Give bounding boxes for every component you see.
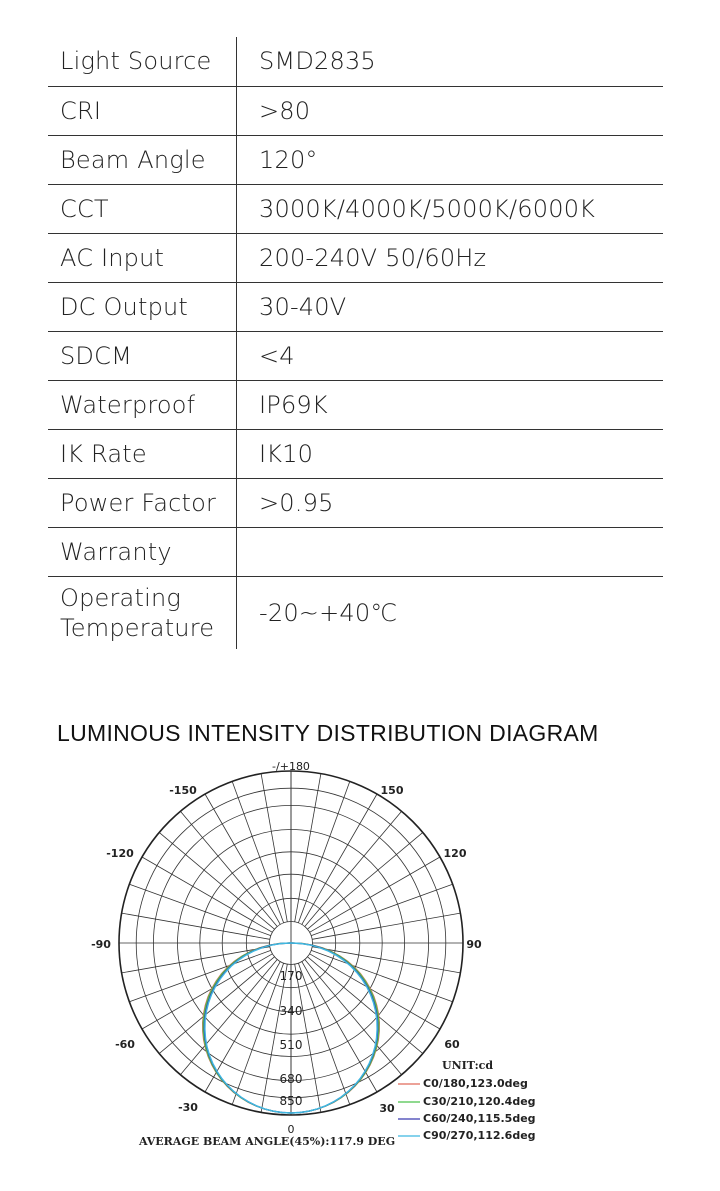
grid-spoke-140 (305, 811, 402, 926)
spec-row-cri (48, 86, 663, 135)
angle-label-m30: -30 (178, 1101, 198, 1114)
grid-spoke-80 (312, 947, 460, 973)
spec-row-cct (48, 184, 663, 233)
grid-spoke-250 (129, 884, 270, 935)
angle-label-m120: -120 (106, 847, 134, 860)
grid-spoke-50 (308, 957, 423, 1054)
spec-label-line1: Operating (60, 583, 181, 612)
grid-spoke-160 (298, 781, 349, 922)
spec-label-line2: Temperature (60, 613, 215, 642)
angle-label-0: 0 (287, 1123, 295, 1136)
angle-label-60: 60 (444, 1038, 460, 1051)
angle-label-90: 90 (466, 938, 482, 951)
spec-row-ik-rate (48, 429, 663, 478)
grid-spoke-210 (205, 794, 280, 924)
angle-label-m150: -150 (169, 784, 197, 797)
spec-row-dc-output (48, 282, 663, 331)
spec-label: Power Factor (48, 478, 237, 527)
spec-value: -20~+40℃ (259, 598, 398, 627)
grid-spoke-150 (302, 794, 377, 924)
grid-spoke-220 (180, 811, 277, 926)
angle-label-180: -/+180 (272, 760, 310, 773)
spec-label: Light Source (48, 37, 237, 86)
spec-value (237, 527, 664, 576)
radial-label-510: 510 (279, 1038, 303, 1052)
grid-spoke-260 (122, 913, 270, 939)
spec-row-light-source (48, 37, 663, 86)
diagram-title: LUMINOUS INTENSITY DISTRIBUTION DIAGRAM (57, 720, 599, 746)
spec-table (48, 37, 663, 649)
radial-label-680: 680 (279, 1072, 303, 1086)
spec-row-beam-angle (48, 135, 663, 184)
grid-spoke-40 (305, 960, 402, 1075)
average-beam-angle: AVERAGE BEAM ANGLE(45%):117.9 DEG (139, 1135, 396, 1148)
grid-spoke-170 (295, 774, 321, 922)
spec-value: 200-240V 50/60Hz (237, 233, 664, 282)
grid-spoke-70 (311, 950, 452, 1001)
spec-row-sdcm (48, 331, 663, 380)
radial-label-340: 340 (279, 1004, 303, 1018)
spec-value: 3000K/4000K/5000K/6000K (237, 184, 664, 233)
grid-spoke-120 (310, 857, 440, 932)
spec-row-operating-temperature (48, 576, 663, 649)
grid-spoke-100 (312, 913, 460, 939)
angle-label-150: 150 (380, 784, 404, 797)
polar-diagram (0, 740, 720, 1160)
grid-spoke-280 (122, 947, 270, 973)
legend-label-c0: C0/180,123.0deg (423, 1077, 528, 1090)
spec-label (48, 576, 237, 649)
angle-label-30: 30 (379, 1102, 395, 1115)
legend-label-c30: C30/210,120.4deg (423, 1095, 536, 1108)
grid-spoke-300 (142, 954, 272, 1029)
spec-row-waterproof (48, 380, 663, 429)
grid-spoke-320 (180, 960, 277, 1075)
spec-label: Waterproof (48, 380, 237, 429)
spec-value: 30-40V (237, 282, 664, 331)
radial-label-170: 170 (279, 969, 303, 983)
grid-spoke-20 (298, 963, 349, 1104)
grid-spoke-240 (142, 857, 272, 932)
spec-row-warranty (48, 527, 663, 576)
spec-row-ac-input (48, 233, 663, 282)
angle-label-m60: -60 (115, 1038, 135, 1051)
spec-label: IK Rate (48, 429, 237, 478)
spec-value: 120° (237, 135, 664, 184)
grid-spoke-110 (311, 884, 452, 935)
grid-spoke-60 (310, 954, 440, 1029)
grid-spoke-290 (129, 950, 270, 1001)
grid-spoke-230 (159, 832, 274, 929)
spec-label: AC Input (48, 233, 237, 282)
legend-label-c90: C90/270,112.6deg (423, 1129, 536, 1142)
spec-label: Beam Angle (48, 135, 237, 184)
spec-label: CCT (48, 184, 237, 233)
unit-label: UNIT:cd (442, 1059, 494, 1072)
spec-label: SDCM (48, 331, 237, 380)
angle-label-m90: -90 (91, 938, 111, 951)
angle-label-120: 120 (443, 847, 467, 860)
grid-spoke-340 (232, 963, 283, 1104)
spec-value: SMD2835 (237, 37, 664, 86)
spec-value: >0.95 (237, 478, 664, 527)
spec-label: CRI (48, 86, 237, 135)
spec-value: IK10 (237, 429, 664, 478)
spec-value: <4 (237, 331, 664, 380)
radial-label-850: 850 (279, 1094, 303, 1108)
spec-value: IP69K (237, 380, 664, 429)
grid-spoke-130 (308, 832, 423, 929)
grid-spoke-200 (232, 781, 283, 922)
legend-label-c60: C60/240,115.5deg (423, 1112, 536, 1125)
spec-label: Warranty (48, 527, 237, 576)
spec-label: DC Output (48, 282, 237, 331)
spec-row-power-factor (48, 478, 663, 527)
grid-spoke-190 (261, 774, 287, 922)
spec-value: >80 (237, 86, 664, 135)
grid-spoke-310 (159, 957, 274, 1054)
